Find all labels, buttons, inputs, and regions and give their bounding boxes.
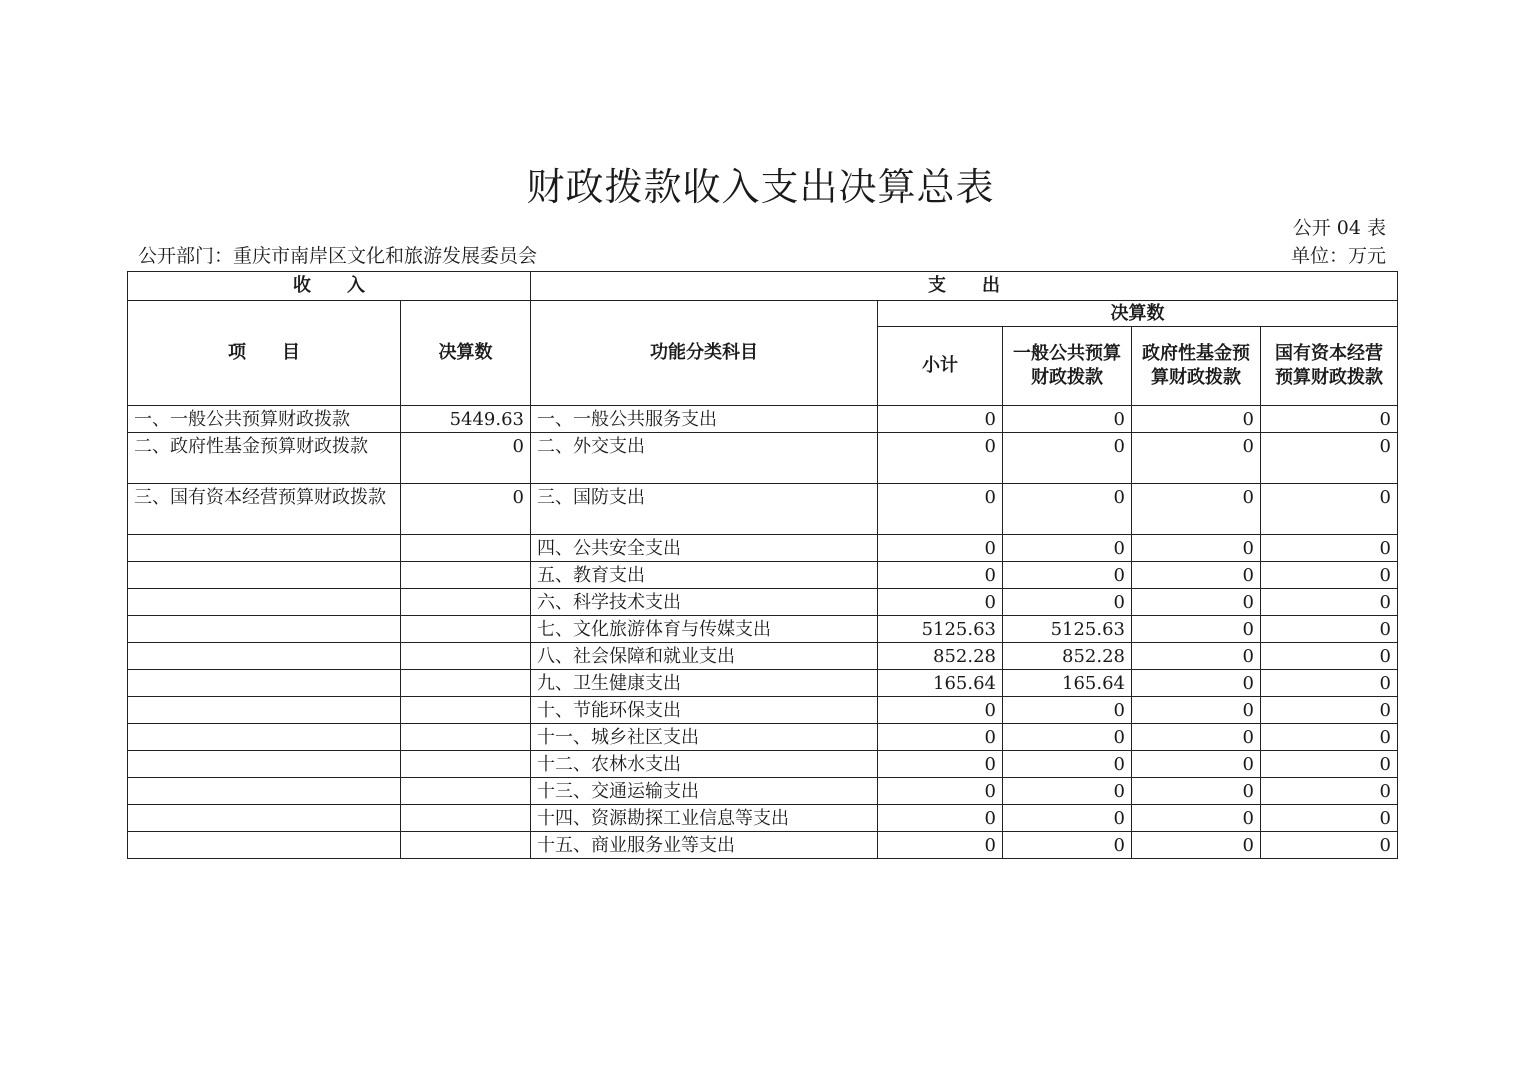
income-item-cell — [128, 778, 401, 805]
income-amount-cell — [401, 643, 531, 670]
state-capital-cell: 0 — [1261, 433, 1398, 484]
table-row — [128, 832, 1398, 859]
income-item-cell — [128, 697, 401, 724]
expense-category-cell: 七、文化旅游体育与传媒支出 — [531, 616, 878, 643]
fund-budget-cell: 0 — [1132, 433, 1261, 484]
income-item-cell — [128, 670, 401, 697]
subtotal-cell: 852.28 — [878, 643, 1003, 670]
general-budget-cell: 5125.63 — [1003, 616, 1132, 643]
state-capital-cell: 0 — [1261, 484, 1398, 535]
table-row — [128, 535, 1398, 562]
expense-category-cell: 十一、城乡社区支出 — [531, 724, 878, 751]
income-item-cell: 二、政府性基金预算财政拨款 — [128, 433, 401, 484]
state-capital-cell: 0 — [1261, 751, 1398, 778]
general-budget-cell: 0 — [1003, 697, 1132, 724]
state-capital-cell: 0 — [1261, 643, 1398, 670]
expense-category-cell: 十四、资源勘探工业信息等支出 — [531, 805, 878, 832]
subtotal-cell: 0 — [878, 406, 1003, 433]
income-amount-cell — [401, 562, 531, 589]
final-amount-group-header: 决算数 — [878, 301, 1398, 327]
expense-category-cell: 十、节能环保支出 — [531, 697, 878, 724]
subtotal-cell: 0 — [878, 535, 1003, 562]
state-capital-cell: 0 — [1261, 589, 1398, 616]
general-budget-column-header: 一般公共预算财政拨款 — [1003, 327, 1132, 406]
expense-category-cell: 十五、商业服务业等支出 — [531, 832, 878, 859]
item-column-header: 项 目 — [128, 301, 401, 406]
expense-category-cell: 九、卫生健康支出 — [531, 670, 878, 697]
state-capital-cell: 0 — [1261, 697, 1398, 724]
expense-category-cell: 一、一般公共服务支出 — [531, 406, 878, 433]
table-row — [128, 589, 1398, 616]
subtotal-cell: 0 — [878, 724, 1003, 751]
fund-budget-cell: 0 — [1132, 751, 1261, 778]
income-amount-cell — [401, 778, 531, 805]
subtotal-cell: 0 — [878, 778, 1003, 805]
income-amount-cell — [401, 751, 531, 778]
income-item-cell — [128, 535, 401, 562]
form-number: 公开 04 表 — [1292, 217, 1386, 239]
income-amount-cell — [401, 805, 531, 832]
general-budget-cell: 0 — [1003, 406, 1132, 433]
state-capital-cell: 0 — [1261, 805, 1398, 832]
expense-category-cell: 八、社会保障和就业支出 — [531, 643, 878, 670]
page-title: 财政拨款收入支出决算总表 — [526, 165, 995, 209]
income-item-cell — [128, 805, 401, 832]
state-capital-column-header: 国有资本经营预算财政拨款 — [1261, 327, 1398, 406]
expense-category-cell: 三、国防支出 — [531, 484, 878, 535]
expense-section-header: 支 出 — [531, 272, 1398, 301]
subtotal-cell: 0 — [878, 484, 1003, 535]
amount-column-header: 决算数 — [401, 301, 531, 406]
fund-budget-cell: 0 — [1132, 643, 1261, 670]
subtotal-cell: 0 — [878, 589, 1003, 616]
fund-budget-cell: 0 — [1132, 724, 1261, 751]
income-item-cell — [128, 643, 401, 670]
general-budget-cell: 0 — [1003, 589, 1132, 616]
income-amount-cell — [401, 535, 531, 562]
income-amount-cell — [401, 832, 531, 859]
subtotal-cell: 0 — [878, 832, 1003, 859]
income-item-cell — [128, 832, 401, 859]
general-budget-cell: 0 — [1003, 724, 1132, 751]
table-row — [128, 562, 1398, 589]
subtotal-cell: 0 — [878, 805, 1003, 832]
income-section-header: 收 入 — [128, 272, 531, 301]
subtotal-cell: 165.64 — [878, 670, 1003, 697]
general-budget-cell: 0 — [1003, 433, 1132, 484]
expense-category-cell: 五、教育支出 — [531, 562, 878, 589]
state-capital-cell: 0 — [1261, 832, 1398, 859]
income-amount-cell: 0 — [401, 484, 531, 535]
expense-category-cell: 四、公共安全支出 — [531, 535, 878, 562]
income-amount-cell — [401, 589, 531, 616]
income-amount-cell: 0 — [401, 433, 531, 484]
final-accounts-table — [127, 271, 1398, 859]
income-item-cell — [128, 751, 401, 778]
state-capital-cell: 0 — [1261, 406, 1398, 433]
general-budget-cell: 0 — [1003, 751, 1132, 778]
income-item-cell — [128, 616, 401, 643]
table-row — [128, 751, 1398, 778]
table-row — [128, 484, 1398, 535]
general-budget-cell: 0 — [1003, 535, 1132, 562]
fund-budget-column-header: 政府性基金预算财政拨款 — [1132, 327, 1261, 406]
income-amount-cell — [401, 616, 531, 643]
subtotal-cell: 0 — [878, 433, 1003, 484]
fund-budget-cell: 0 — [1132, 589, 1261, 616]
column-header-row-1 — [128, 301, 1398, 327]
expense-category-cell: 二、外交支出 — [531, 433, 878, 484]
table-row — [128, 778, 1398, 805]
state-capital-cell: 0 — [1261, 616, 1398, 643]
category-column-header: 功能分类科目 — [531, 301, 878, 406]
income-item-cell — [128, 724, 401, 751]
fund-budget-cell: 0 — [1132, 805, 1261, 832]
table-row — [128, 643, 1398, 670]
fund-budget-cell: 0 — [1132, 697, 1261, 724]
table-row — [128, 670, 1398, 697]
table-row — [128, 724, 1398, 751]
expense-category-cell: 十三、交通运输支出 — [531, 778, 878, 805]
income-item-cell — [128, 589, 401, 616]
subtotal-cell: 0 — [878, 751, 1003, 778]
table-row — [128, 805, 1398, 832]
table-row — [128, 697, 1398, 724]
subtotal-cell: 5125.63 — [878, 616, 1003, 643]
fund-budget-cell: 0 — [1132, 778, 1261, 805]
state-capital-cell: 0 — [1261, 670, 1398, 697]
income-item-cell: 一、一般公共预算财政拨款 — [128, 406, 401, 433]
table-row — [128, 406, 1398, 433]
income-amount-cell: 5449.63 — [401, 406, 531, 433]
expense-category-cell: 六、科学技术支出 — [531, 589, 878, 616]
general-budget-cell: 852.28 — [1003, 643, 1132, 670]
general-budget-cell: 0 — [1003, 484, 1132, 535]
income-amount-cell — [401, 724, 531, 751]
general-budget-cell: 165.64 — [1003, 670, 1132, 697]
subtotal-cell: 0 — [878, 562, 1003, 589]
income-item-cell — [128, 562, 401, 589]
income-item-cell: 三、国有资本经营预算财政拨款 — [128, 484, 401, 535]
general-budget-cell: 0 — [1003, 805, 1132, 832]
department-label: 公开部门：重庆市南岸区文化和旅游发展委员会 — [138, 245, 538, 267]
fund-budget-cell: 0 — [1132, 562, 1261, 589]
table-row — [128, 433, 1398, 484]
general-budget-cell: 0 — [1003, 832, 1132, 859]
state-capital-cell: 0 — [1261, 724, 1398, 751]
subtotal-cell: 0 — [878, 697, 1003, 724]
state-capital-cell: 0 — [1261, 562, 1398, 589]
state-capital-cell: 0 — [1261, 535, 1398, 562]
subtotal-column-header: 小计 — [878, 327, 1003, 406]
table-row — [128, 616, 1398, 643]
fund-budget-cell: 0 — [1132, 832, 1261, 859]
fund-budget-cell: 0 — [1132, 616, 1261, 643]
fund-budget-cell: 0 — [1132, 535, 1261, 562]
fund-budget-cell: 0 — [1132, 484, 1261, 535]
general-budget-cell: 0 — [1003, 778, 1132, 805]
state-capital-cell: 0 — [1261, 778, 1398, 805]
fund-budget-cell: 0 — [1132, 406, 1261, 433]
expense-category-cell: 十二、农林水支出 — [531, 751, 878, 778]
fund-budget-cell: 0 — [1132, 670, 1261, 697]
income-amount-cell — [401, 697, 531, 724]
unit-label: 单位：万元 — [1290, 245, 1386, 267]
section-header-row — [128, 272, 1398, 301]
income-amount-cell — [401, 670, 531, 697]
general-budget-cell: 0 — [1003, 562, 1132, 589]
